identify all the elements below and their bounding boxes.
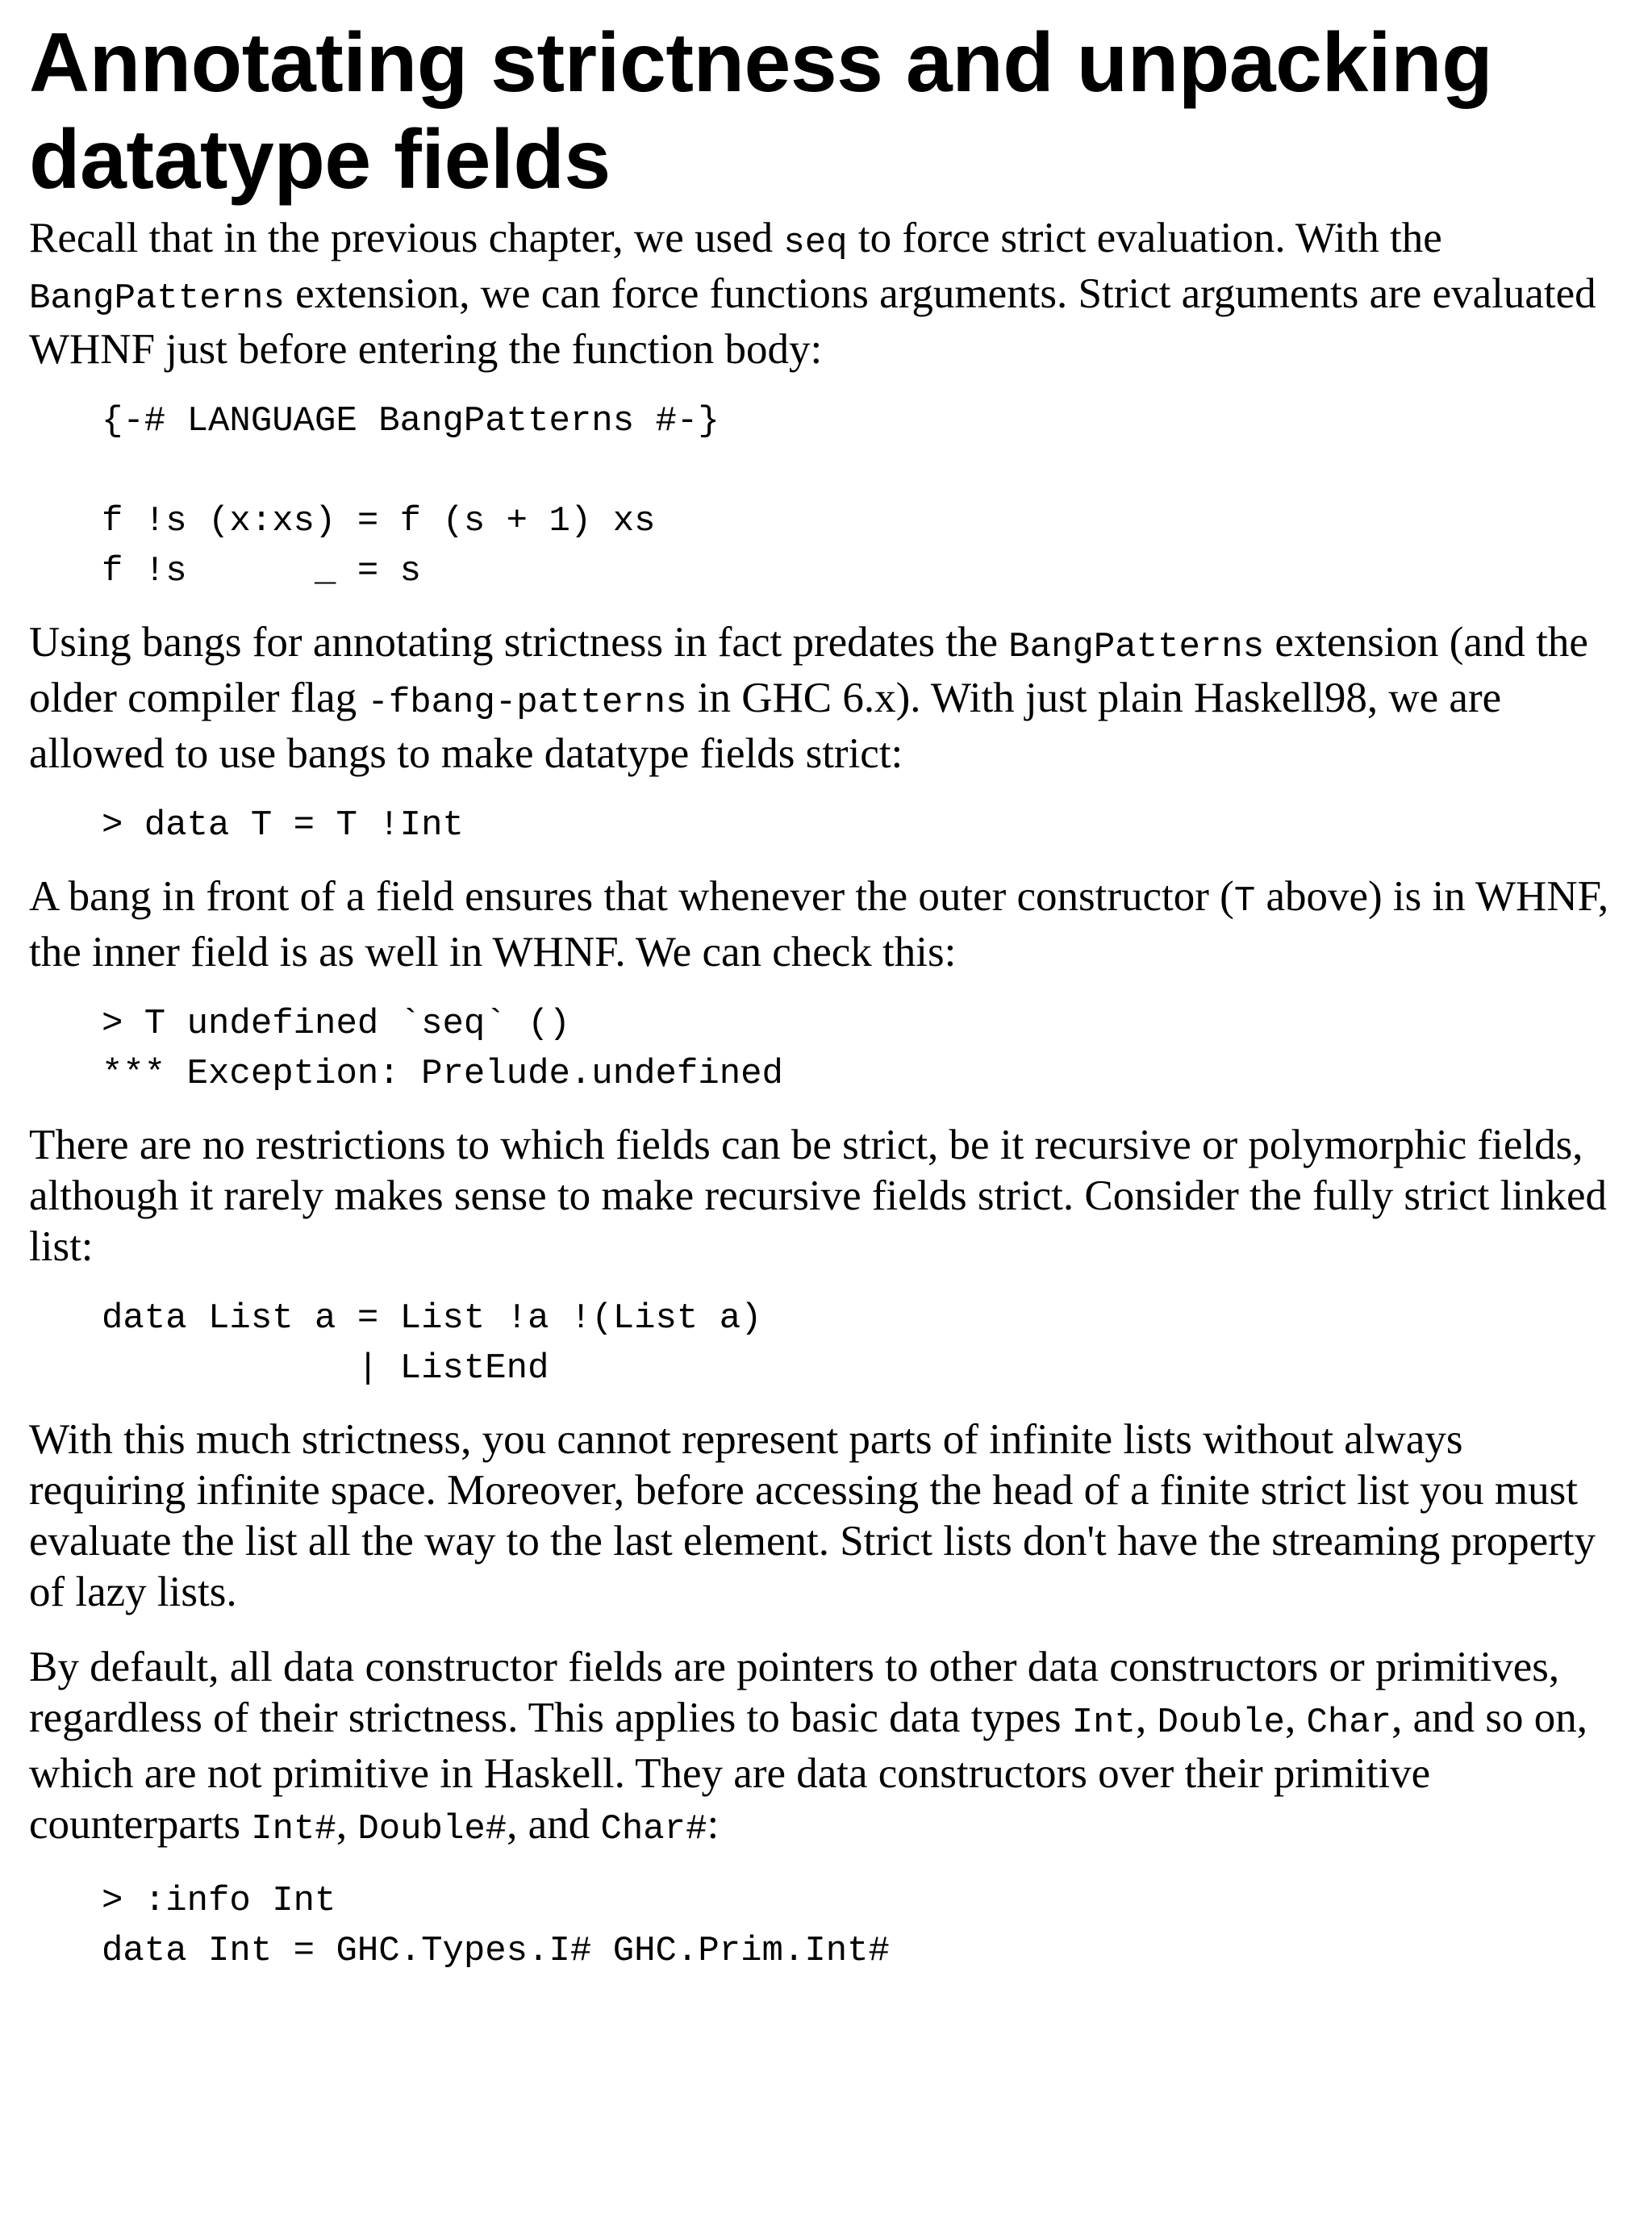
text: Recall that in the previous chapter, we used <box>29 215 784 261</box>
inline-code-double-hash: Double# <box>357 1809 507 1849</box>
section-heading: Annotating strictness and unpacking datatype fields <box>29 16 1493 207</box>
code-block-strict-list: data List a = List !a !(List a) | ListEnd <box>102 1298 762 1389</box>
code-block-bang-function: {-# LANGUAGE BangPatterns #-} f !s (x:xs) = f (s + 1) xs f !s _ = s <box>102 401 720 591</box>
inline-code-int: Int <box>1071 1703 1136 1743</box>
text: , <box>336 1801 358 1848</box>
inline-code-double: Double <box>1157 1703 1285 1743</box>
text: , <box>1284 1694 1307 1741</box>
code-block-info-int: > :info Int data Int = GHC.Types.I# GHC.Prim.Int# <box>102 1881 890 1971</box>
document-page <box>29 15 1626 1976</box>
text: to force strict evaluation. With the <box>847 215 1442 261</box>
inline-code-bangpatterns: BangPatterns <box>1008 627 1265 667</box>
paragraph-bang-history <box>29 617 1626 779</box>
text: By default, all data constructor fields are pointers to other data constructors or primitives, regardless of their strictness. This applies to basic data types <box>29 1644 1560 1741</box>
text: , and so on, which are not primitive in Haskell. They are data constructors over their primitive counterparts <box>29 1694 1587 1848</box>
inline-code-t: T <box>1233 881 1256 921</box>
code-block-undefined-seq: > T undefined `seq` () *** Exception: Prelude.undefined <box>102 1004 783 1094</box>
inline-code-fbang-patterns: -fbang-patterns <box>367 683 687 723</box>
text: above) is in WHNF, the inner field is as well in WHNF. We can check this: <box>29 873 1609 976</box>
text: Using bangs for annotating strictness in fact predates the <box>29 619 1009 666</box>
paragraph-restrictions: There are no restrictions to which fields can be strict, be it recursive or polymorphic fields, although it rarely makes sense to make recursive fields strict. Consider the fully strict linked list: <box>29 1122 1608 1270</box>
text: : <box>707 1801 720 1848</box>
text: extension (and the older compiler flag <box>29 619 1588 721</box>
text: extension, we can force functions arguments. Strict arguments are evaluated WHNF just before entering the function body: <box>29 270 1596 373</box>
inline-code-int-hash: Int# <box>251 1809 336 1849</box>
code-block-data-t: > data T = T !Int <box>102 805 464 846</box>
text: , <box>1136 1694 1158 1741</box>
inline-code-seq: seq <box>783 223 848 263</box>
paragraph-seq-intro <box>29 213 1626 375</box>
text: in GHC 6.x). With just plain Haskell98, we are allowed to use bangs to make datatype fields strict: <box>29 675 1502 777</box>
text: , and <box>507 1801 601 1848</box>
inline-code-bangpatterns: BangPatterns <box>29 278 285 319</box>
text: A bang in front of a field ensures that whenever the outer constructor ( <box>29 873 1234 920</box>
paragraph-bang-whnf <box>29 871 1626 978</box>
inline-code-char: Char <box>1306 1703 1392 1743</box>
inline-code-char-hash: Char# <box>600 1809 707 1849</box>
paragraph-strict-lists: With this much strictness, you cannot represent parts of infinite lists without always requiring infinite space. Moreover, before accessing the head of a finite strict list you must evaluate the list all the way to the last element. Strict lists don't have the streaming property of lazy lists. <box>29 1416 1596 1615</box>
paragraph-pointers <box>29 1642 1626 1855</box>
